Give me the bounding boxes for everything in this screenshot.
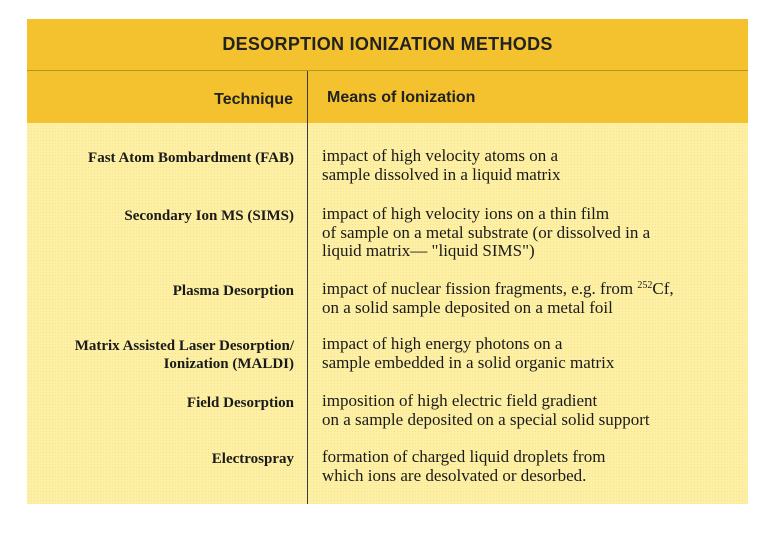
technique-cell: Secondary Ion MS (SIMS) <box>124 208 294 224</box>
column-header-bar <box>27 71 748 123</box>
column-divider <box>307 71 308 504</box>
desorption-methods-table <box>27 19 748 504</box>
means-line: on a sample deposited on a special solid support <box>322 409 650 429</box>
means-cell <box>322 147 742 184</box>
technique-cell: Plasma Desorption <box>172 283 294 299</box>
means-line: liquid matrix— "liquid SIMS") <box>322 241 535 260</box>
technique-cell: Electrospray <box>211 451 294 467</box>
means-line: sample dissolved in a liquid matrix <box>322 164 561 184</box>
technique-cell: Fast Atom Bombardment (FAB) <box>88 150 294 166</box>
technique-cell: Field Desorption <box>186 395 294 411</box>
means-line: which ions are desolvated or desorbed. <box>322 465 587 485</box>
technique-line: Matrix Assisted Laser Desorption/ <box>74 338 294 354</box>
isotope-superscript: 252 <box>637 280 653 291</box>
means-line: sample embedded in a solid organic matrix <box>322 352 615 372</box>
means-cell <box>322 335 742 372</box>
means-line: formation of charged liquid droplets from <box>322 447 606 466</box>
means-cell <box>322 392 742 429</box>
technique-line: Ionization (MALDI) <box>163 356 294 372</box>
means-line <box>322 280 742 299</box>
means-line: on a solid sample deposited on a metal foil <box>322 297 613 317</box>
means-text: impact of nuclear fission fragments, e.g. from <box>322 279 638 298</box>
means-line: of sample on a metal substrate (or dissolved in a <box>322 222 651 242</box>
means-cell <box>322 205 742 261</box>
means-line: impact of high velocity atoms on a <box>322 146 559 165</box>
means-cell <box>322 448 742 485</box>
technique-cell <box>27 337 294 373</box>
means-line: impact of high velocity ions on a thin film <box>322 204 610 223</box>
means-cell <box>322 280 742 317</box>
title-bar <box>27 19 748 71</box>
column-header-technique: Technique <box>214 91 293 108</box>
means-text: Cf, <box>652 279 674 298</box>
means-line: imposition of high electric field gradient <box>322 391 598 410</box>
table-title: DESORPTION IONIZATION METHODS <box>222 34 553 54</box>
means-line: impact of high energy photons on a <box>322 334 563 353</box>
column-header-means: Means of Ionization <box>327 89 476 106</box>
